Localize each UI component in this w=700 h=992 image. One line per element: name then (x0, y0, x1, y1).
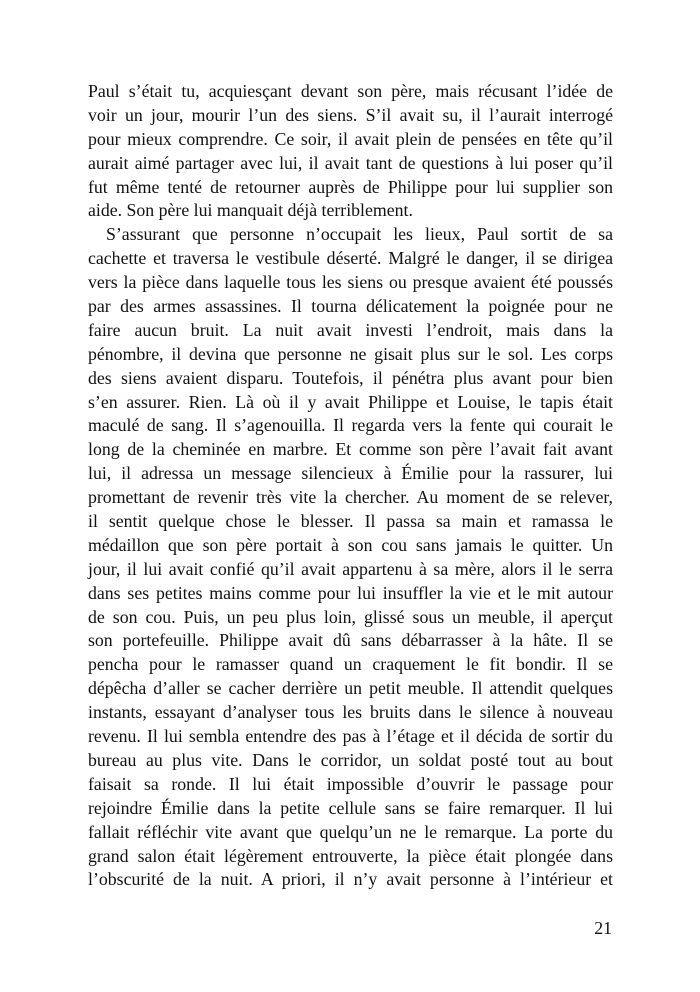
text-line: il sentit quelque chose le blesser. Il passa sa main et ramassa le (88, 511, 613, 532)
text-line: rejoindre Émilie dans la petite cellule sans se faire remarquer. Il lui (88, 797, 613, 818)
text-line: maculé de sang. Il s’agenouilla. Il regarda vers la fente qui courait le (88, 415, 613, 436)
text-line: grand salon était légèrement entrouverte, la pièce était plongée dans (88, 845, 613, 866)
text-line: dans ses petites mains comme pour lui insuffler la vie et le mit autour (88, 582, 613, 603)
text-line: S’assurant que personne n’occupait les lieux, Paul sortit de sa (106, 224, 613, 245)
page-number: 21 (594, 918, 612, 938)
text-line: Paul s’était tu, acquiesçant devant son père, mais récusant l’idée de (88, 81, 613, 101)
text-line: jour, il lui avait confié qu’il avait appartenu à sa mère, alors il le serra (88, 558, 613, 579)
text-line: fallait réfléchir vite avant que quelqu’un ne le remarque. La porte du (88, 821, 613, 842)
text-line: dépêcha d’aller se cacher derrière un petit meuble. Il attendit quelques (88, 678, 613, 699)
text-line: s’en assurer. Rien. Là où il y avait Philippe et Louise, le tapis était (88, 391, 613, 412)
text-line: de son cou. Puis, un peu plus loin, glissé sous un meuble, il aperçut (88, 606, 613, 627)
paragraph (88, 80, 613, 223)
text-line: aurait aimé partager avec lui, il avait tant de questions à lui poser qu’il (88, 152, 613, 173)
text-line: cachette et traversa le vestibule déserté. Malgré le danger, il se dirigea (88, 248, 613, 269)
paragraph (88, 223, 613, 892)
text-line: fut même tenté de retourner auprès de Philippe pour lui supplier son (88, 176, 613, 197)
text-line: vers la pièce dans laquelle tous les siens ou presque avaient été poussés (88, 272, 613, 293)
text-line: pénombre, il devina que personne ne gisait plus sur le sol. Les corps (88, 343, 613, 364)
text-line: l’obscurité de la nuit. A priori, il n’y avait personne à l’intérieur et (88, 869, 613, 890)
text-line: pencha pour le ramasser quand un craquement le fit bondir. Il se (88, 654, 613, 675)
text-line: faire aucun bruit. La nuit avait investi l’endroit, mais dans la (88, 319, 613, 340)
text-line: revenu. Il lui sembla entendre des pas à l’étage et il décida de sortir du (88, 726, 613, 747)
text-line: par des armes assassines. Il tourna délicatement la poignée pour ne (88, 296, 613, 317)
text-line: aide. Son père lui manquait déjà terriblement. (88, 200, 413, 221)
text-line: instants, essayant d’analyser tous les bruits dans le silence à nouveau (88, 702, 613, 723)
text-line: faisait sa ronde. Il lui était impossible d’ouvrir le passage pour (88, 773, 613, 794)
text-line: médaillon que son père portait à son cou sans jamais le quitter. Un (88, 534, 613, 555)
text-line: long de la cheminée en marbre. Et comme son père l’avait fait avant (88, 439, 613, 460)
text-line: lui, il adressa un message silencieux à Émilie pour la rassurer, lui (88, 463, 613, 484)
page-body (88, 80, 613, 892)
text-line: son portefeuille. Philippe avait dû sans débarrasser à la hâte. Il se (88, 630, 613, 651)
text-line: voir un jour, mourir l’un des siens. S’il avait su, il l’aurait interrogé (88, 104, 613, 125)
text-line: pour mieux comprendre. Ce soir, il avait plein de pensées en tête qu’il (88, 128, 613, 149)
text-line: promettant de revenir très vite la chercher. Au moment de se relever, (88, 487, 613, 508)
text-line: bureau au plus vite. Dans le corridor, un soldat posté tout au bout (88, 749, 613, 770)
text-line: des siens avaient disparu. Toutefois, il pénétra plus avant pour bien (88, 367, 613, 388)
